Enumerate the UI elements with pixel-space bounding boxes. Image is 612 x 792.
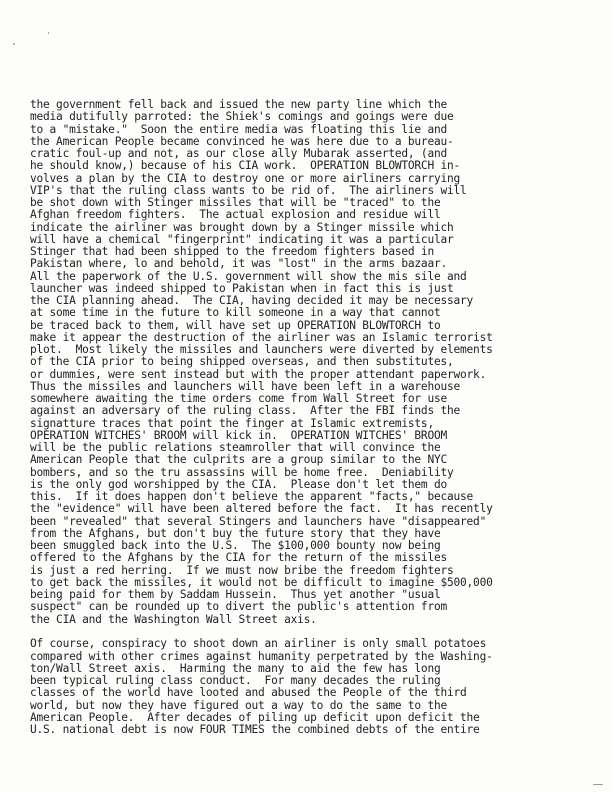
text-line: volves a plan by the CIA to destroy one or more airliners carrying <box>30 171 461 185</box>
text-line: cratic foul-up and not, as our close ally Mubarak asserted, (and <box>30 147 447 160</box>
text-line: suspect" can be rounded up to divert the public's attention from <box>30 600 447 614</box>
text-line: media dutifully parroted: the Shiek's comings and goings were due <box>30 110 454 124</box>
text-line: to get back the missiles, it would not be difficult to imagine $500,000 <box>30 575 493 589</box>
text-line: against an adversary of the ruling class. After the FBI finds the <box>30 404 461 418</box>
text-line: American People that the culprits are a group similar to the NYC <box>30 453 447 467</box>
text-line: to a "mistake." Soon the entire media was floating this lie and <box>30 122 447 136</box>
text-line: Of course, conspiracy to shoot down an airliner is only small potatoes <box>30 637 487 651</box>
text-line: Stinger that had been shipped to the freedom fighters based in <box>30 245 434 258</box>
text-line: is just a red herring. If we must now bribe the freedom fighters <box>30 563 454 577</box>
text-line: is the only god worshipped by the CIA. Please don't let them do <box>30 477 447 491</box>
scan-speck <box>593 784 603 785</box>
text-line: the CIA and the Washington Wall Street axis. <box>30 612 317 626</box>
text-line: the CIA planning ahead. The CIA, having decided it may be necessary <box>30 294 474 307</box>
text-line: be shot down with Stinger missiles that will be "traced" to the <box>30 196 441 209</box>
text-line: been typical ruling class conduct. For many decades the ruling <box>30 674 441 687</box>
text-line: from the Afghans, but don't buy the future story that they have <box>30 526 441 540</box>
text-line: will be the public relations steamroller that will convince the <box>30 441 441 454</box>
text-line: will have a chemical "fingerprint" indicating it was a particular <box>30 232 454 246</box>
text-line: offered to the Afghans by the CIA for the return of the missiles <box>30 551 447 565</box>
text-line: indicate the airliner was brought down by a Stinger missile which <box>30 220 454 234</box>
text-line: Thus the missiles and launchers will have been left in a warehouse <box>30 379 461 393</box>
text-line: the "evidence" will have been altered before the fact. It has recently <box>30 502 493 516</box>
text-line: the American People became convinced he was here due to a bureau- <box>30 134 454 148</box>
text-line: this. If it does happen don't believe the apparent "facts," because <box>30 490 474 503</box>
text-line: be traced back to them, will have set up OPERATION BLOWTORCH to <box>30 318 441 332</box>
text-line: the government fell back and issued the new party line which the <box>30 98 447 111</box>
text-line: OPERATION WITCHES' BROOM will kick in. OPERATION WITCHES' BROOM <box>30 428 447 442</box>
paragraph-1 <box>30 99 590 626</box>
text-line: U.S. national debt is now FOUR TIMES the combined debts of the entire <box>30 723 480 736</box>
text-line: been "revealed" that several Stingers and launchers have "disappeared" <box>30 514 487 528</box>
scan-speck <box>13 43 15 45</box>
text-line: plot. Most likely the missiles and launchers were diverted by elements <box>30 343 493 356</box>
text-line: bombers, and so the tru assassins will be home free. Deniability <box>30 465 454 479</box>
text-line: signatture traces that point the finger at Islamic extremists, <box>30 416 434 430</box>
text-line: launcher was indeed shipped to Pakistan when in fact this is just <box>30 281 454 295</box>
scan-speck <box>48 32 49 34</box>
text-line: classes of the world have looted and abused the People of the third <box>30 686 467 700</box>
text-line: make it appear the destruction of the airliner was an Islamic terrorist <box>30 330 493 344</box>
text-line: or dummies, were sent instead but with the proper attendant paperwork. <box>30 367 487 381</box>
text-line: Pakistan where, lo and behold, it was "lost" in the arms bazaar. <box>30 257 447 271</box>
text-line: world, but now they have figured out a way to do the same to the <box>30 698 447 712</box>
text-line: at some time in the future to kill someone in a way that cannot <box>30 306 441 320</box>
text-line: American People. After decades of piling up deficit upon deficit the <box>30 710 480 724</box>
text-line: compared with other crimes against humanity perpetrated by the Washing- <box>30 649 493 663</box>
body-text <box>30 99 590 736</box>
text-line: of the CIA prior to being shipped overseas, and then substitutes, <box>30 355 454 369</box>
paragraph-2 <box>30 638 590 736</box>
text-line: being paid for them by Saddam Hussein. Thus yet another "usual <box>30 588 441 601</box>
text-line: been smuggled back into the U.S. The $100,000 bounty now being <box>30 539 441 552</box>
text-line: All the paperwork of the U.S. government will show the mis sile and <box>30 269 467 283</box>
text-line: VIP's that the ruling class wants to be rid of. The airliners will <box>30 183 467 197</box>
text-line: somewhere awaiting the time orders come from Wall Street for use <box>30 392 447 405</box>
text-line: ton/Wall Street axis. Harming the many to aid the few has long <box>30 661 441 675</box>
text-line: he should know,) because of his CIA work. OPERATION BLOWTORCH in- <box>30 159 461 173</box>
text-line: Afghan freedom fighters. The actual explosion and residue will <box>30 208 441 222</box>
